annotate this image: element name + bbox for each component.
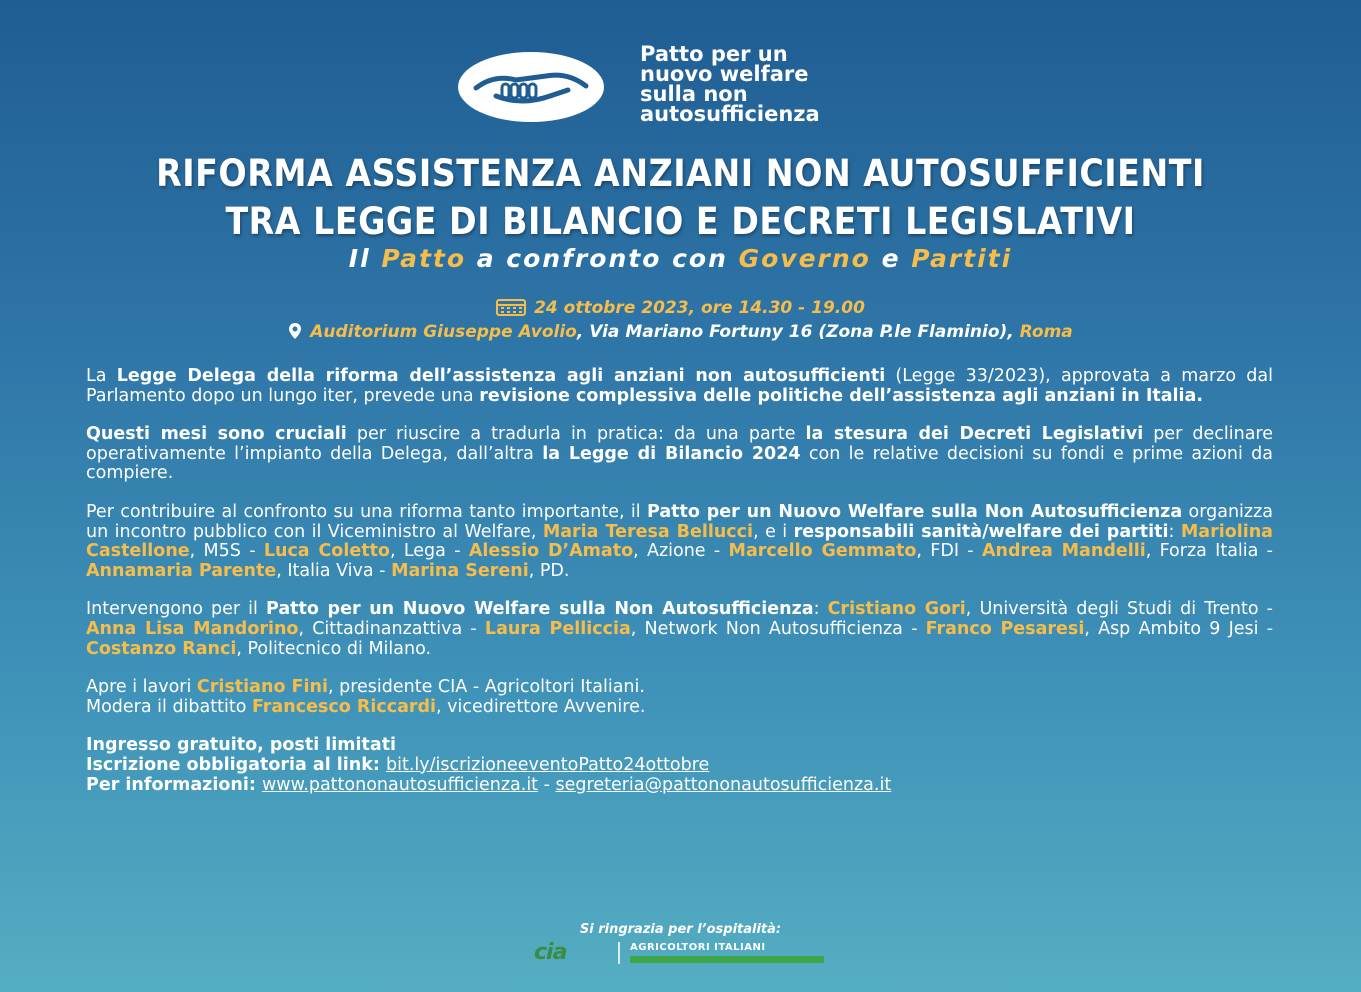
sponsor-divider bbox=[618, 942, 620, 964]
event-address: , Via Mariano Fortuny 16 (Zona P.le Flaminio), bbox=[576, 322, 1020, 342]
speaker-name: Cristiano Gori bbox=[827, 599, 966, 620]
text: Per contribuire al confronto su una riforma tanto importante, il bbox=[86, 501, 647, 522]
agricoltori-italiani-label: AGRICOLTORI ITALIANI bbox=[630, 942, 766, 953]
paragraph-speakers bbox=[86, 600, 1273, 659]
logo-line-4: autosufficienza bbox=[640, 102, 820, 126]
logo-line-2: nuovo welfare bbox=[640, 62, 809, 86]
text-bold: Patto per un Nuovo Welfare sulla Non Autosufficienza bbox=[266, 599, 814, 620]
text: Modera il dibattito bbox=[86, 696, 252, 717]
text: , Cittadinanzattiva - bbox=[298, 618, 485, 639]
text-bold: Legge Delega della riforma dell’assistenza agli anziani non autosufficienti bbox=[116, 366, 886, 386]
text: La bbox=[86, 366, 117, 386]
event-date-line bbox=[0, 298, 1361, 318]
logo-line-3: sulla non bbox=[640, 82, 748, 106]
speaker-name: Laura Pelliccia bbox=[484, 618, 631, 639]
text: , vicedirettore Avvenire. bbox=[436, 696, 646, 717]
text: , Lega - bbox=[389, 541, 469, 562]
subtitle-highlight-partiti: Partiti bbox=[911, 244, 1013, 273]
text: , Università degli Studi di Trento - bbox=[965, 599, 1273, 620]
cia-logo: cia bbox=[534, 940, 567, 965]
event-description bbox=[86, 367, 1273, 795]
speaker-name: Mariolina Castellone bbox=[86, 521, 1273, 562]
text: , FDI - bbox=[916, 541, 982, 562]
text: organizza un incontro pubblico con il Viceministro al Welfare, bbox=[86, 501, 1273, 542]
text: , Azione - bbox=[633, 541, 729, 562]
info-label: Per informazioni: bbox=[86, 774, 262, 795]
subtitle-part: a confronto con bbox=[466, 244, 739, 273]
speaker-name: Cristiano Fini bbox=[196, 677, 328, 698]
speaker-name: Costanzo Ranci bbox=[86, 638, 237, 659]
text: , Asp Ambito 9 Jesi - bbox=[1084, 618, 1274, 639]
text: : bbox=[1168, 521, 1181, 542]
text: , Italia Viva - bbox=[276, 560, 392, 581]
text-bold: revisione complessiva delle politiche dell’assistenza agli anziani in Italia. bbox=[479, 385, 1203, 406]
paragraph-moderation bbox=[86, 678, 1273, 717]
event-venue: Auditorium Giuseppe Avolio bbox=[310, 322, 577, 342]
website-link[interactable]: www.pattononautosufficienza.it bbox=[261, 774, 539, 795]
text: con le relative decisioni su fondi e prime azioni da compiere. bbox=[86, 443, 1273, 484]
sponsor-green-bar bbox=[630, 956, 824, 963]
text: (Legge 33/2023), approvata a marzo dal Parlamento dopo un lungo iter, prevede una bbox=[86, 366, 1273, 406]
event-date: 24 ottobre 2023, ore 14.30 - 19.00 bbox=[534, 298, 865, 318]
free-entry-note: Ingresso gratuito, posti limitati bbox=[86, 735, 397, 756]
speaker-name: Marcello Gemmato bbox=[728, 541, 917, 562]
text: , e i bbox=[753, 521, 794, 542]
sponsor-logo bbox=[534, 940, 826, 966]
text: Apre i lavori bbox=[86, 677, 197, 698]
registration-label: Iscrizione obbligatoria al link: bbox=[86, 754, 386, 775]
speaker-name: Franco Pesaresi bbox=[925, 618, 1085, 639]
calendar-icon bbox=[496, 298, 526, 316]
speaker-name: Anna Lisa Mandorino bbox=[86, 618, 299, 639]
speaker-name: Marina Sereni bbox=[391, 560, 529, 581]
paragraph-participants bbox=[86, 503, 1273, 581]
text-bold: Questi mesi sono cruciali bbox=[86, 424, 347, 445]
speaker-name: Luca Coletto bbox=[263, 541, 390, 562]
text: , M5S - bbox=[189, 541, 264, 562]
paragraph-intro bbox=[86, 367, 1273, 406]
text: per declinare operativamente l’impianto della Delega, dall’altra bbox=[86, 424, 1274, 464]
logo-line-1: Patto per un bbox=[640, 42, 788, 66]
text: Intervengono per il bbox=[86, 599, 266, 620]
handshake-logo-oval bbox=[458, 52, 604, 122]
text: , PD. bbox=[528, 560, 570, 581]
subtitle-part: Il bbox=[348, 244, 382, 273]
email-link[interactable]: segreteria@pattononautosufficienza.it bbox=[555, 774, 892, 795]
text: , Forza Italia - bbox=[1145, 541, 1273, 562]
separator: - bbox=[538, 774, 556, 795]
text: : bbox=[813, 599, 828, 620]
text-bold: Patto per un Nuovo Welfare sulla Non Autosufficienza bbox=[646, 501, 1183, 522]
speaker-name: Annamaria Parente bbox=[86, 560, 277, 581]
handshake-icon bbox=[472, 66, 590, 108]
registration-link[interactable]: bit.ly/iscrizioneeventoPatto24ottobre bbox=[385, 754, 710, 775]
subtitle-part: e bbox=[870, 244, 912, 273]
text: , presidente CIA - Agricoltori Italiani. bbox=[327, 677, 645, 698]
map-pin-icon bbox=[288, 322, 302, 340]
headline-line-2: TRA LEGGE DI BILANCIO E DECRETI LEGISLATIVI bbox=[225, 200, 1136, 243]
speaker-name: Francesco Riccardi bbox=[251, 696, 437, 717]
event-venue-line bbox=[0, 322, 1361, 342]
subtitle-highlight-governo: Governo bbox=[738, 244, 871, 273]
paragraph-info bbox=[86, 736, 1273, 795]
subtitle bbox=[0, 244, 1361, 273]
text: , Network Non Autosufficienza - bbox=[630, 618, 926, 639]
speaker-name: Alessio D’Amato bbox=[468, 541, 634, 562]
logo-wordmark bbox=[640, 44, 820, 124]
text-bold: responsabili sanità/welfare dei partiti bbox=[793, 521, 1169, 542]
speaker-name: Maria Teresa Bellucci bbox=[542, 521, 754, 542]
speaker-name: Andrea Mandelli bbox=[981, 541, 1146, 562]
text: per riuscire a tradurla in pratica: da una parte bbox=[346, 424, 806, 445]
text-bold: la Legge di Bilancio 2024 bbox=[542, 443, 801, 464]
text-bold: la stesura dei Decreti Legislativi bbox=[805, 424, 1144, 445]
subtitle-highlight-patto: Patto bbox=[381, 244, 467, 273]
text: , Politecnico di Milano. bbox=[236, 638, 432, 659]
organization-logo bbox=[458, 44, 918, 134]
hospitality-thanks: Si ringrazia per l’ospitalità: bbox=[579, 922, 782, 937]
paragraph-context bbox=[86, 425, 1273, 484]
headline-line-1: RIFORMA ASSISTENZA ANZIANI NON AUTOSUFFICIENTI bbox=[156, 152, 1205, 195]
event-city: Roma bbox=[1019, 322, 1073, 342]
